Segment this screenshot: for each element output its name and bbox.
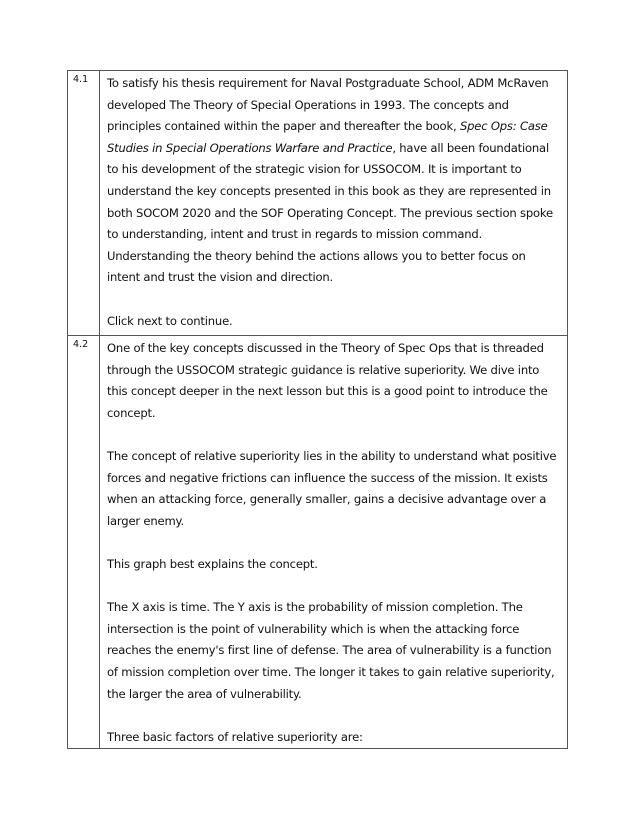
- section-text: [100, 336, 568, 749]
- section-number: 4.2: [68, 336, 100, 749]
- content-table: [67, 70, 568, 749]
- section-text: [100, 71, 568, 336]
- paragraph: [107, 73, 561, 289]
- paragraph: The X axis is time. The Y axis is the probability of mission completion. The intersection is the point of vulnerability which is when the attacking force reaches the enemy's first line of defense. The area of vulnerability is a function of mission completion over time. The longer it takes to gain relative superiority, the larger the area of vulnerability.: [107, 600, 555, 701]
- paragraph: Click next to continue.: [107, 313, 233, 328]
- book-title: Spec Ops: Case Studies in Special Operations Warfare and Practice: [107, 119, 548, 155]
- section-number: 4.1: [68, 71, 100, 336]
- paragraph: This graph best explains the concept.: [107, 556, 318, 571]
- paragraph: One of the key concepts discussed in the Theory of Spec Ops that is threaded through the USSOCOM strategic guidance is relative superiority. We dive into this concept deeper in the next lesson but this is a good point to introduce the concept.: [107, 341, 548, 420]
- table-row: [68, 336, 568, 749]
- paragraph-text: To satisfy his thesis requirement for Naval Postgraduate School, ADM McRaven developed The Theory of Special Operations in 1993. The concepts and principles contained within the paper and thereafter the book,: [107, 76, 549, 134]
- table-row: [68, 71, 568, 336]
- paragraph: The concept of relative superiority lies in the ability to understand what positive forces and negative frictions can influence the success of the mission. It exists when an attacking force, generally smaller, gains a decisive advantage over a larger enemy.: [107, 448, 557, 528]
- paragraph: Three basic factors of relative superiority are:: [107, 729, 363, 744]
- paragraph-text: , have all been foundational to his development of the strategic vision for USSOCOM. It is important to understand the key concepts presented in this book as they are represented in both SOCOM 2020 and the SOF Operating Concept. The previous section spoke to understanding, intent and trust in regards to mission command. Understanding the theory behind the actions allows you to better focus on intent and trust the vision and direction.: [107, 140, 553, 285]
